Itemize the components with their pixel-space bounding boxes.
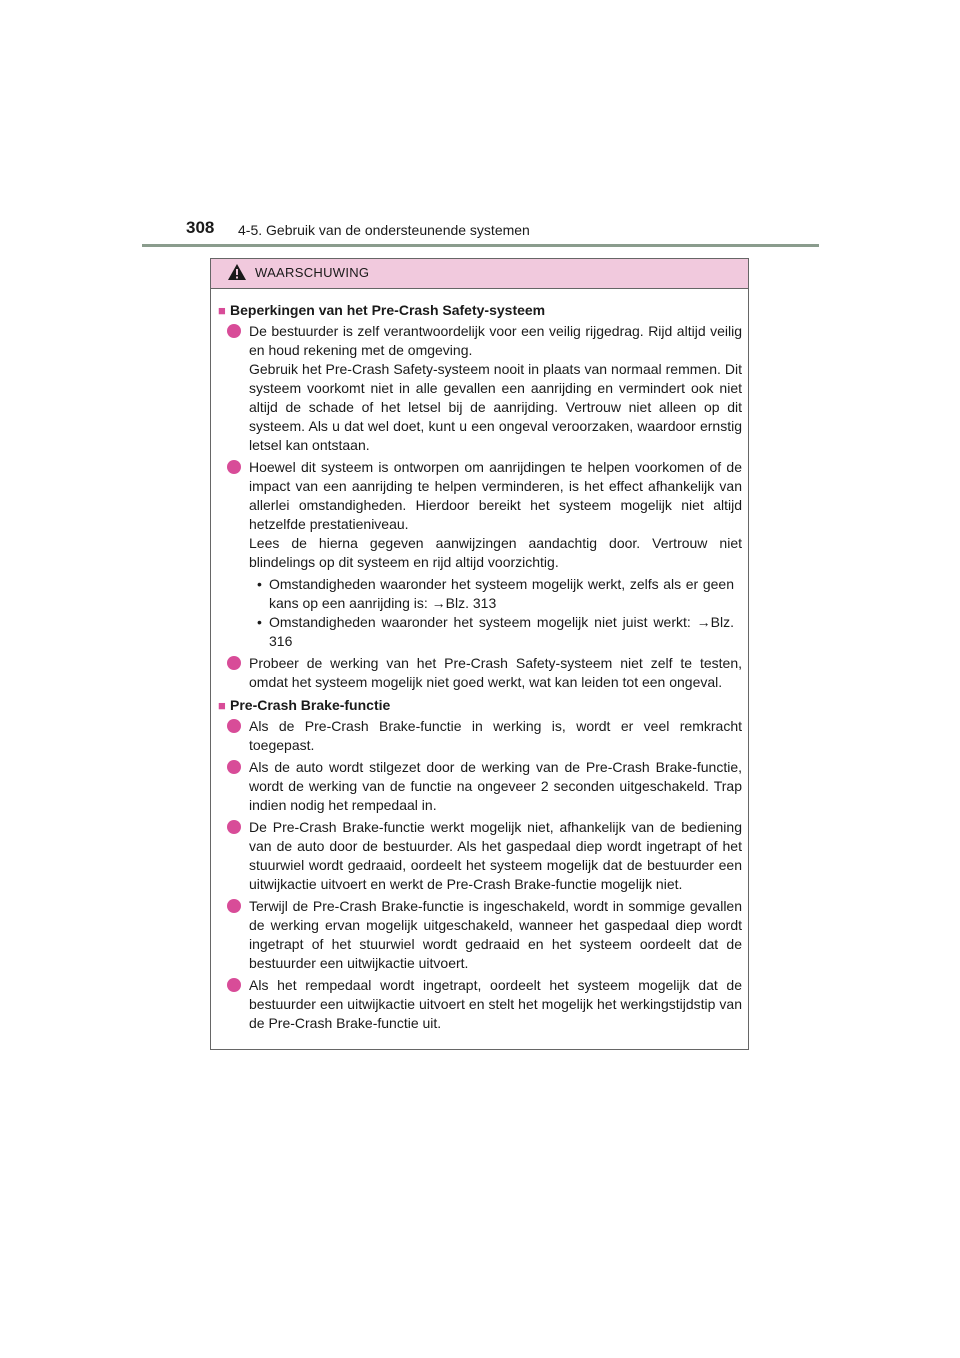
item-paragraph: De Pre-Crash Brake-functie werkt mogelijk niet, afhankelijk van de bediening van de auto door de bestuurder. Als het gaspedaal diep wordt ingetrapt of het stuurwiel wordt gedraaid, oordeelt het systeem mogelijk dat de bestuurder een uitwijkactie uitvoert en werkt de Pre-Crash Brake-functie mogelijk niet. — [249, 819, 742, 892]
item-paragraph: Als de auto wordt stilgezet door de werking van de Pre-Crash Brake-functie, wordt de werking van de functie na ongeveer 2 seconden uitgeschakeld. Trap indien nodig het rempedaal in. — [249, 759, 742, 813]
item-paragraph: De bestuurder is zelf verantwoordelijk voor een veilig rijgedrag. Rijd altijd veilig en houd rekening met de omgeving. — [249, 323, 742, 358]
round-bullet-icon — [227, 899, 241, 913]
header-rule — [142, 244, 819, 247]
list-item — [218, 976, 742, 1033]
list-item — [218, 758, 742, 815]
sub-item-text: Omstandigheden waaronder het systeem mogelijk werkt, zelfs als er geen kans op een aanrijding is: →Blz. 313 — [269, 576, 734, 611]
warning-section — [218, 696, 742, 1033]
list-item — [218, 458, 742, 651]
list-item — [218, 322, 742, 455]
round-bullet-icon — [227, 324, 241, 338]
list-item-body — [249, 717, 742, 755]
section-heading — [218, 301, 742, 320]
list-item-body — [249, 897, 742, 973]
page-number: 308 — [186, 218, 215, 237]
item-paragraph: Lees de hierna gegeven aanwijzingen aandachtig door. Vertrouw niet blindelings op dit systeem en rijd altijd voorzichtig. — [249, 535, 742, 570]
round-bullet-icon — [227, 978, 241, 992]
list-item-body — [249, 976, 742, 1033]
sub-list-item — [249, 613, 742, 651]
round-bullet-icon — [227, 656, 241, 670]
section-title: 4-5. Gebruik van de ondersteunende systemen — [238, 222, 530, 238]
sub-bullet-icon: • — [257, 576, 262, 592]
warning-content — [211, 289, 748, 1033]
item-paragraph: Gebruik het Pre-Crash Safety-systeem nooit in plaats van normaal remmen. Dit systeem voorkomt niet in alle gevallen een aanrijding en vermindert ook niet altijd de schade of het letsel bij de aanrijding. Vertrouw niet alleen op dit systeem. Als u dat wel doet, kunt u een ongeval veroorzaken, waardoor ernstig letsel kan ontstaan. — [249, 361, 742, 453]
item-paragraph: Als het rempedaal wordt ingetrapt, oordeelt het systeem mogelijk dat de bestuurder een uitwijkactie uitvoert en stelt het mogelijk het werkingstijdstip van de Pre-Crash Brake-functie uit. — [249, 977, 742, 1031]
square-bullet-icon: ■ — [218, 698, 226, 713]
warning-header — [211, 259, 748, 289]
warning-triangle-icon — [227, 263, 247, 281]
list-item-body — [249, 654, 742, 692]
sub-item-text: Omstandigheden waaronder het systeem mogelijk niet juist werkt: →Blz. 316 — [269, 614, 734, 649]
list-item-body — [249, 758, 742, 815]
list-item-body — [249, 818, 742, 894]
section-heading — [218, 696, 742, 715]
sub-bullet-icon: • — [257, 614, 262, 630]
warning-box — [210, 258, 749, 1050]
round-bullet-icon — [227, 719, 241, 733]
round-bullet-icon — [227, 760, 241, 774]
page-header — [182, 214, 820, 246]
round-bullet-icon — [227, 460, 241, 474]
section-heading-text: Beperkingen van het Pre-Crash Safety-systeem — [230, 302, 546, 318]
list-item — [218, 717, 742, 755]
list-item — [218, 654, 742, 692]
list-item — [218, 818, 742, 894]
list-item-body — [249, 458, 742, 651]
square-bullet-icon: ■ — [218, 303, 226, 318]
item-paragraph: Als de Pre-Crash Brake-functie in werking is, wordt er veel remkracht toegepast. — [249, 718, 742, 753]
sub-list-item — [249, 575, 742, 613]
sub-list — [249, 575, 742, 651]
item-paragraph: Hoewel dit systeem is ontworpen om aanrijdingen te helpen voorkomen of de impact van een aanrijding te helpen verminderen, is het effect afhankelijk van allerlei omstandigheden. Hierdoor bereikt het systeem mogelijk niet altijd hetzelfde prestatieniveau. — [249, 459, 742, 532]
item-paragraph: Probeer de werking van het Pre-Crash Safety-systeem niet zelf te testen, omdat het systeem mogelijk niet goed werkt, wat kan leiden tot een ongeval. — [249, 655, 742, 690]
warning-title: WAARSCHUWING — [255, 265, 370, 280]
round-bullet-icon — [227, 820, 241, 834]
list-item-body — [249, 322, 742, 455]
section-heading-text: Pre-Crash Brake-functie — [230, 697, 391, 713]
item-paragraph: Terwijl de Pre-Crash Brake-functie is ingeschakeld, wordt in sommige gevallen de werking ervan mogelijk uitgeschakeld, wanneer het gaspedaal diep wordt ingetrapt of het stuurwiel wordt gedraaid en het systeem oordeelt dat de bestuurder een uitwijkactie uitvoert. — [249, 898, 742, 971]
warning-section — [218, 301, 742, 692]
list-item — [218, 897, 742, 973]
